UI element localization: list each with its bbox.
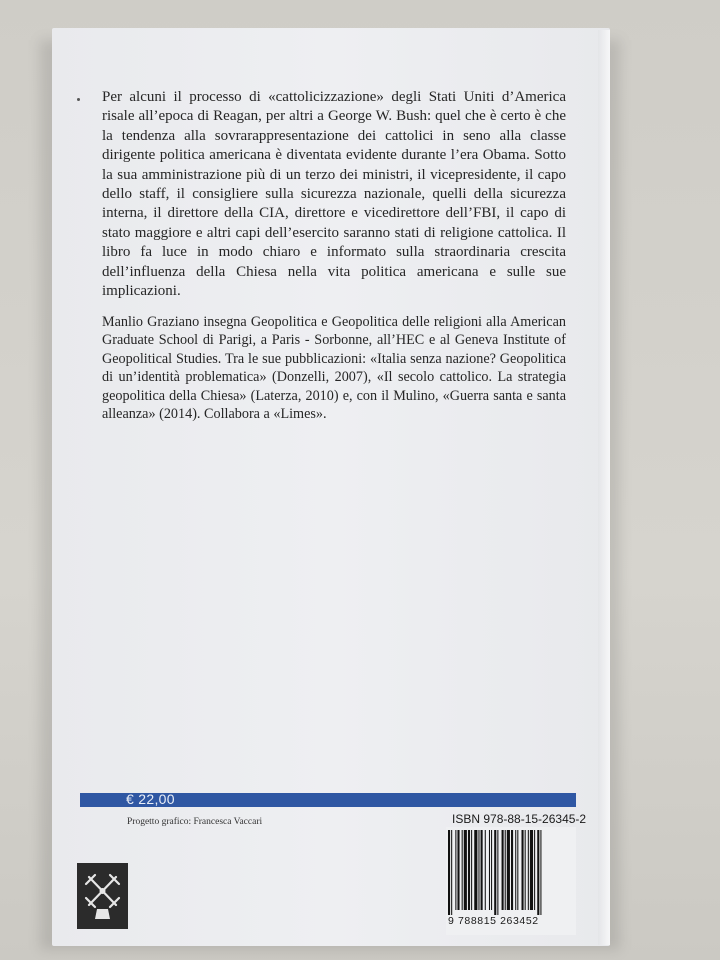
barcode-bar (505, 830, 506, 910)
barcode-bar (471, 830, 472, 910)
barcode-bar (485, 830, 486, 910)
barcode-digits: 9 788815 263452 (448, 915, 576, 927)
barcode-bar (455, 830, 456, 910)
barcode-bar (507, 830, 510, 910)
author-bio: Manlio Graziano insegna Geopolitica e Geopolitica delle religioni alla American Graduate School di Parigi, a Paris - Sorbonne, all’HEC e al Geneva Institute of Geopolitical Studies. Tra le sue pubblicazioni: «Italia senza nazione? Geopolitica di un’identità problematica» (Donzelli, 2007), «Il secolo cattolico. La strategia geopolitica della Chiesa» (Laterza, 2010) e, con il Mulino, «Guerra santa e santa alleanza» (2014). Collabora a «Limes». (102, 314, 566, 423)
design-credit: Progetto grafico: Francesca Vaccari (127, 817, 263, 827)
barcode-bar (448, 830, 450, 916)
price-label: € 22,00 (126, 791, 175, 807)
barcode-bar (464, 830, 467, 910)
barcode-bar (525, 830, 526, 910)
barcode-bar (537, 830, 539, 916)
barcode-bar (481, 830, 483, 910)
barcode-bar (462, 830, 463, 910)
barcode-bar (489, 830, 490, 910)
book-blurb: Per alcuni il processo di «cattolicizzazione» degli Stati Uniti d’America risale all’epoca di Reagan, per altri a George W. Bush: quel che è certo è che la tendenza alla sovrarappresentazione dei cattolici in seno alla classe dirigente politica americana è diventata evidente durante l’era Obama. Sotto la sua amministrazione più di un terzo dei ministri, il vicepresidente, il capo dello staff, il consigliere sulla sicurezza nazionale, quelli della sicurezza interna, il direttore della CIA, direttore e vicedirettore dell’FBI, il capo di stato maggiore e altri capi dell’esercito saranno stati di religione cattolica. Il libro fa luce in modo chiaro e informato sulla straordinaria crescita dell’influenza della Chiesa nella vita politica americana e sulle sue implicazioni. (102, 89, 566, 300)
barcode-bar (528, 830, 529, 910)
barcode-bar (494, 830, 496, 916)
barcode-bar (502, 830, 504, 910)
barcode-bar (530, 830, 533, 910)
bullet-dot (77, 98, 80, 101)
barcode-bar (451, 830, 452, 916)
barcode-bar (497, 830, 498, 916)
barcode-bar (491, 830, 492, 910)
barcode-bar (534, 830, 535, 910)
barcode-bar (515, 830, 516, 910)
isbn-label: ISBN 978-88-15-26345-2 (452, 812, 587, 826)
barcode-bar (478, 830, 479, 910)
barcode-bar (468, 830, 470, 910)
book-spine-edge (598, 30, 610, 945)
barcode-bar (517, 830, 518, 910)
barcode-bar (457, 830, 459, 910)
publisher-logo (77, 863, 128, 929)
barcode-bar (511, 830, 513, 910)
barcode-bar (540, 830, 541, 916)
barcode-bar (522, 830, 524, 910)
windmill-logo-icon (77, 863, 128, 929)
barcode-bar (474, 830, 477, 910)
